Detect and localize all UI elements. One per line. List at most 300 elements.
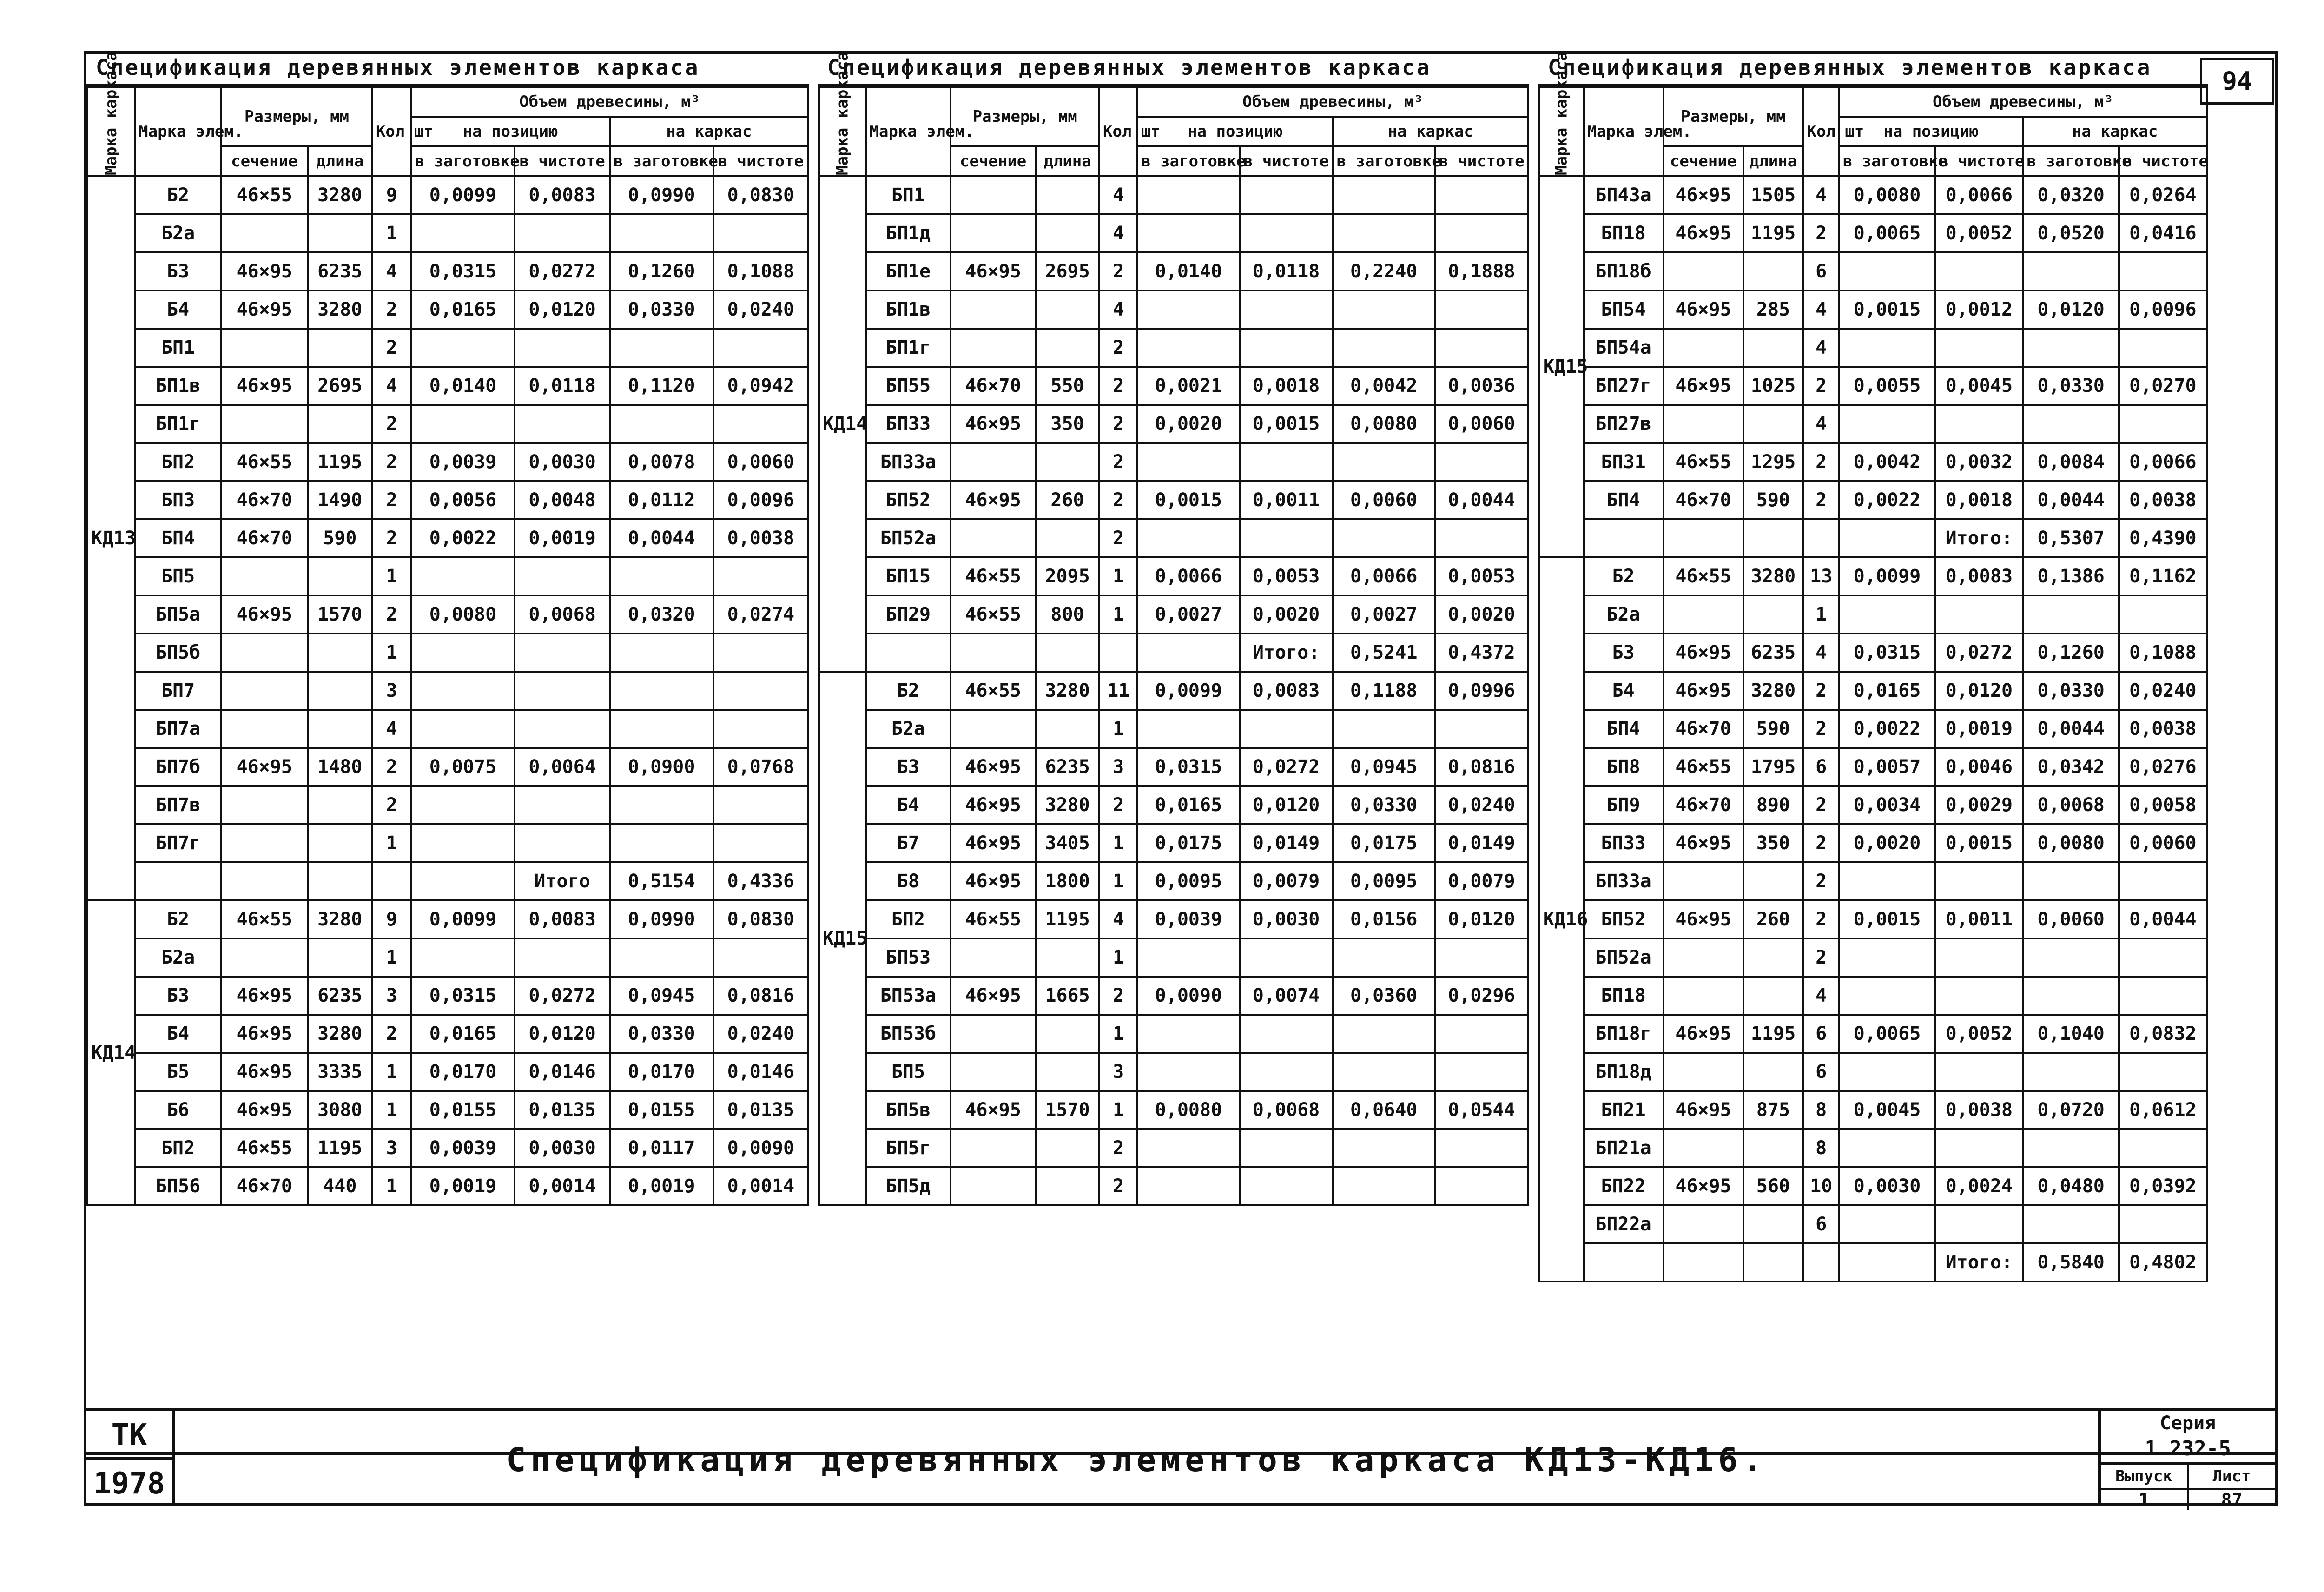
elem-mark: БП9 — [1584, 786, 1664, 824]
table-row — [819, 481, 1528, 519]
header-mark-carcass: Марка каркаса — [87, 87, 135, 176]
vol-car-blank — [1333, 291, 1435, 329]
length — [1036, 938, 1099, 977]
header-in-blank: в заготовке — [1137, 146, 1239, 176]
vol-car-clean: 0,0060 — [2119, 824, 2207, 862]
section — [951, 1053, 1036, 1091]
section — [1664, 1205, 1743, 1243]
table-row — [1539, 672, 2207, 710]
vol-car-blank: 0,0155 — [610, 1091, 713, 1129]
vol-pos-blank — [1839, 1205, 1935, 1243]
vol-car-clean: 0,0146 — [713, 1053, 808, 1091]
section — [951, 1129, 1036, 1167]
elem-mark: БП5в — [866, 1091, 951, 1129]
table-row — [1539, 1129, 2207, 1167]
vol-pos-blank — [1137, 1053, 1239, 1091]
qty: 1 — [1099, 938, 1137, 977]
length — [1743, 405, 1803, 443]
length: 3080 — [308, 1091, 372, 1129]
header-section: сечение — [1664, 146, 1743, 176]
vol-car-blank — [610, 214, 713, 252]
header-in-clean: в чистоте — [2119, 146, 2207, 176]
section: 46×95 — [1664, 1091, 1743, 1129]
header-volume: Объем древесины, м³ — [1839, 87, 2207, 117]
elem-mark: БП5г — [866, 1129, 951, 1167]
length: 590 — [308, 519, 372, 557]
vol-car-clean: 0,0240 — [713, 1015, 808, 1053]
length: 1505 — [1743, 176, 1803, 214]
vol-car-blank — [1333, 329, 1435, 367]
qty: 2 — [372, 1015, 411, 1053]
length: 2695 — [308, 367, 372, 405]
length — [1036, 519, 1099, 557]
qty: 2 — [1803, 710, 1839, 748]
vol-car-blank — [1333, 214, 1435, 252]
header-per-position: на позицию — [411, 117, 610, 146]
header-length: длина — [1743, 146, 1803, 176]
elem-mark: Б2а — [135, 938, 221, 977]
vol-pos-blank — [1137, 176, 1239, 214]
table-row — [87, 1091, 808, 1129]
vol-pos-blank — [411, 786, 515, 824]
carcass-mark: КД15 — [819, 672, 866, 1205]
table-row — [1539, 824, 2207, 862]
vol-car-blank: 0,0156 — [1333, 900, 1435, 938]
table-row — [819, 1015, 1528, 1053]
vol-car-clean — [713, 214, 808, 252]
length — [308, 634, 372, 672]
header-in-blank: в заготовке — [2023, 146, 2119, 176]
section: 46×55 — [221, 443, 308, 481]
vol-pos-clean: 0,0118 — [1240, 252, 1333, 291]
vol-car-blank: 0,0112 — [610, 481, 713, 519]
length — [1036, 710, 1099, 748]
length: 350 — [1743, 824, 1803, 862]
vol-car-blank: 0,0060 — [1333, 481, 1435, 519]
qty: 9 — [372, 900, 411, 938]
vol-car-clean — [713, 329, 808, 367]
vol-pos-clean — [1240, 1053, 1333, 1091]
section: 46×95 — [951, 862, 1036, 900]
header-section: сечение — [221, 146, 308, 176]
qty: 10 — [1803, 1167, 1839, 1205]
header-volume: Объем древесины, м³ — [411, 87, 808, 117]
vol-pos-blank: 0,0090 — [1137, 977, 1239, 1015]
header-qty: Кол шт — [1803, 87, 1839, 176]
length: 1195 — [1036, 900, 1099, 938]
vol-car-clean: 0,0036 — [1435, 367, 1528, 405]
vol-car-clean: 0,0830 — [713, 176, 808, 214]
vol-pos-clean — [1935, 405, 2023, 443]
vol-car-clean: 0,0096 — [2119, 291, 2207, 329]
vol-pos-blank — [1137, 938, 1239, 977]
qty: 4 — [1099, 176, 1137, 214]
section — [221, 329, 308, 367]
vol-car-clean — [713, 710, 808, 748]
vol-pos-clean: 0,0052 — [1935, 214, 2023, 252]
length: 1490 — [308, 481, 372, 519]
vol-pos-clean: 0,0018 — [1240, 367, 1333, 405]
vol-car-clean — [2119, 329, 2207, 367]
vol-pos-blank: 0,0315 — [1137, 748, 1239, 786]
vol-car-blank — [1333, 1129, 1435, 1167]
vol-pos-blank — [1839, 1053, 1935, 1091]
qty: 2 — [372, 519, 411, 557]
section: 46×95 — [951, 1091, 1036, 1129]
qty: 13 — [1803, 557, 1839, 595]
vol-car-clean: 0,0090 — [713, 1129, 808, 1167]
vol-car-blank — [1333, 710, 1435, 748]
vol-pos-blank: 0,0165 — [1839, 672, 1935, 710]
length — [1743, 252, 1803, 291]
vol-pos-blank: 0,0080 — [1137, 1091, 1239, 1129]
elem-mark: БП18 — [1584, 214, 1664, 252]
length — [308, 710, 372, 748]
elem-mark: Б2 — [135, 900, 221, 938]
qty: 2 — [1099, 519, 1137, 557]
vol-car-blank: 0,0080 — [1333, 405, 1435, 443]
qty: 6 — [1803, 1015, 1839, 1053]
vol-car-clean: 0,0830 — [713, 900, 808, 938]
vol-car-clean — [2119, 252, 2207, 291]
elem-mark: БП7 — [135, 672, 221, 710]
vol-pos-clean: 0,0120 — [1935, 672, 2023, 710]
vol-car-blank: 0,0342 — [2023, 748, 2119, 786]
vol-car-clean: 0,0060 — [1435, 405, 1528, 443]
length: 1480 — [308, 748, 372, 786]
vol-car-clean: 0,0240 — [713, 291, 808, 329]
table-row — [819, 443, 1528, 481]
vol-pos-clean — [515, 824, 609, 862]
section — [221, 938, 308, 977]
vol-car-blank: 0,1260 — [610, 252, 713, 291]
vol-car-clean: 0,0816 — [713, 977, 808, 1015]
vol-car-blank: 0,0117 — [610, 1129, 713, 1167]
vol-pos-blank: 0,0315 — [411, 977, 515, 1015]
section: 46×95 — [221, 1091, 308, 1129]
vol-car-blank — [610, 405, 713, 443]
vol-car-blank: 0,0330 — [2023, 367, 2119, 405]
vol-car-blank: 0,0330 — [610, 1015, 713, 1053]
length: 3280 — [1036, 672, 1099, 710]
vol-car-clean: 0,4802 — [2119, 1243, 2207, 1282]
elem-mark: БП5 — [135, 557, 221, 595]
header-mark-elem: Марка элем. — [1584, 87, 1664, 176]
sheet-value: 87 — [2221, 1490, 2243, 1510]
header-mark-elem: Марка элем. — [866, 87, 951, 176]
section — [1664, 1129, 1743, 1167]
section — [221, 405, 308, 443]
elem-mark: Б3 — [1584, 634, 1664, 672]
vol-car-blank — [2023, 252, 2119, 291]
vol-car-blank — [610, 557, 713, 595]
vol-pos-blank — [411, 824, 515, 862]
section: 46×55 — [951, 557, 1036, 595]
qty: 2 — [1803, 443, 1839, 481]
qty: 9 — [372, 176, 411, 214]
vol-pos-clean: 0,0120 — [515, 291, 609, 329]
vol-car-blank — [2023, 329, 2119, 367]
table-row — [1539, 481, 2207, 519]
elem-mark: БП21 — [1584, 1091, 1664, 1129]
vol-pos-clean — [515, 557, 609, 595]
table-row — [87, 1015, 808, 1053]
vol-car-blank: 0,0320 — [2023, 176, 2119, 214]
vol-pos-clean: 0,0032 — [1935, 443, 2023, 481]
vol-car-clean: 0,0058 — [2119, 786, 2207, 824]
elem-mark — [866, 634, 951, 672]
elem-mark: БП18б — [1584, 252, 1664, 291]
vol-car-blank: 0,0044 — [2023, 710, 2119, 748]
qty: 2 — [1803, 900, 1839, 938]
vol-car-clean: 0,0079 — [1435, 862, 1528, 900]
elem-mark: БП33а — [866, 443, 951, 481]
vol-pos-clean: 0,0272 — [515, 977, 609, 1015]
section — [221, 824, 308, 862]
qty: 4 — [1803, 634, 1839, 672]
qty: 1 — [372, 1053, 411, 1091]
length — [1743, 1129, 1803, 1167]
qty: 2 — [1803, 938, 1839, 977]
table-row — [819, 634, 1528, 672]
table-row — [87, 291, 808, 329]
vol-pos-clean — [1240, 1015, 1333, 1053]
table-row — [1539, 1243, 2207, 1282]
vol-pos-blank: 0,0080 — [1839, 176, 1935, 214]
vol-car-blank: 0,0945 — [1333, 748, 1435, 786]
vol-pos-blank — [1137, 519, 1239, 557]
section: 46×70 — [1664, 786, 1743, 824]
elem-mark: Б7 — [866, 824, 951, 862]
elem-mark: БП18д — [1584, 1053, 1664, 1091]
section — [221, 786, 308, 824]
vol-pos-blank: 0,0021 — [1137, 367, 1239, 405]
vol-car-blank — [610, 710, 713, 748]
length — [1743, 595, 1803, 634]
section: 46×55 — [1664, 748, 1743, 786]
vol-pos-clean: 0,0272 — [1935, 634, 2023, 672]
table-row — [1539, 329, 2207, 367]
tk-year: 1978 — [93, 1466, 165, 1501]
table-row — [1539, 367, 2207, 405]
vol-car-blank — [1333, 938, 1435, 977]
elem-mark: Б2а — [135, 214, 221, 252]
vol-pos-blank — [1839, 595, 1935, 634]
vol-car-blank — [610, 672, 713, 710]
header-in-blank: в заготовке — [1839, 146, 1935, 176]
table-row — [819, 786, 1528, 824]
vol-pos-clean: 0,0118 — [515, 367, 609, 405]
length: 1800 — [1036, 862, 1099, 900]
vol-car-clean: 0,1088 — [713, 252, 808, 291]
elem-mark: БП1д — [866, 214, 951, 252]
vol-pos-blank: 0,0057 — [1839, 748, 1935, 786]
elem-mark: Б3 — [135, 977, 221, 1015]
elem-mark: БП1е — [866, 252, 951, 291]
qty: 1 — [372, 938, 411, 977]
elem-mark: Б3 — [135, 252, 221, 291]
header-in-clean: в чистоте — [515, 146, 609, 176]
vol-pos-blank: 0,0140 — [411, 367, 515, 405]
vol-pos-clean: 0,0146 — [515, 1053, 609, 1091]
section: 46×95 — [1664, 900, 1743, 938]
vol-pos-blank: 0,0022 — [1839, 710, 1935, 748]
carcass-mark: КД13 — [87, 176, 135, 900]
section: 46×95 — [1664, 367, 1743, 405]
elem-mark: БП33 — [1584, 824, 1664, 862]
tk-label: ТК — [86, 1411, 172, 1460]
elem-mark: БП4 — [135, 519, 221, 557]
vol-car-blank: 0,0068 — [2023, 786, 2119, 824]
header-in-clean: в чистоте — [713, 146, 808, 176]
vol-car-clean: 0,0020 — [1435, 595, 1528, 634]
vol-pos-blank — [1839, 977, 1935, 1015]
elem-mark — [1584, 1243, 1664, 1282]
vol-car-blank: 0,1040 — [2023, 1015, 2119, 1053]
section: 46×95 — [951, 748, 1036, 786]
section: 46×70 — [221, 519, 308, 557]
section: 46×55 — [1664, 443, 1743, 481]
vol-car-clean — [1435, 214, 1528, 252]
table-row — [819, 1053, 1528, 1091]
vol-car-blank — [2023, 1053, 2119, 1091]
header-in-clean: в чистоте — [1240, 146, 1333, 176]
length: 800 — [1036, 595, 1099, 634]
vol-car-clean: 0,1162 — [2119, 557, 2207, 595]
elem-mark: БП4 — [1584, 481, 1664, 519]
length — [308, 214, 372, 252]
qty: 1 — [372, 824, 411, 862]
issue-value: 1 — [2101, 1490, 2189, 1510]
length — [1743, 938, 1803, 977]
qty: 8 — [1803, 1091, 1839, 1129]
header-mark-carcass: Марка каркаса — [819, 87, 866, 176]
vol-car-blank — [2023, 938, 2119, 977]
section: 46×95 — [1664, 634, 1743, 672]
vol-pos-blank — [1137, 710, 1239, 748]
vol-car-blank — [1333, 519, 1435, 557]
elem-mark: БП7в — [135, 786, 221, 824]
table-row — [819, 748, 1528, 786]
section: 46×70 — [221, 481, 308, 519]
section — [1664, 405, 1743, 443]
section: 46×55 — [221, 176, 308, 214]
vol-pos-clean: 0,0120 — [1240, 786, 1333, 824]
section: 46×95 — [951, 252, 1036, 291]
vol-pos-clean: 0,0011 — [1935, 900, 2023, 938]
elem-mark — [135, 862, 221, 900]
header-per-carcass: на каркас — [610, 117, 808, 146]
vol-car-clean: 0,0060 — [713, 443, 808, 481]
section — [951, 1015, 1036, 1053]
vol-car-clean: 0,0942 — [713, 367, 808, 405]
issue-label: Выпуск — [2101, 1465, 2189, 1488]
vol-car-clean: 0,0120 — [1435, 900, 1528, 938]
qty: 3 — [372, 672, 411, 710]
vol-pos-clean: 0,0038 — [1935, 1091, 2023, 1129]
vol-pos-clean — [1240, 1129, 1333, 1167]
qty: 11 — [1099, 672, 1137, 710]
qty: 4 — [1099, 291, 1137, 329]
vol-car-clean — [2119, 1053, 2207, 1091]
qty: 6 — [1803, 1053, 1839, 1091]
table-row — [1539, 519, 2207, 557]
qty: 3 — [372, 1129, 411, 1167]
table-row — [819, 1167, 1528, 1205]
vol-pos-clean: 0,0030 — [1240, 900, 1333, 938]
elem-mark: БП18 — [1584, 977, 1664, 1015]
section — [951, 634, 1036, 672]
length: 6235 — [1743, 634, 1803, 672]
section — [1664, 1243, 1743, 1282]
length: 2695 — [1036, 252, 1099, 291]
length — [1036, 1129, 1099, 1167]
vol-car-blank — [2023, 595, 2119, 634]
table-row — [1539, 557, 2207, 595]
length: 6235 — [308, 252, 372, 291]
header-section: сечение — [951, 146, 1036, 176]
section: 46×95 — [1664, 214, 1743, 252]
qty: 2 — [1099, 481, 1137, 519]
qty: 1 — [1099, 824, 1137, 862]
vol-car-blank — [1333, 1053, 1435, 1091]
table-row — [87, 672, 808, 710]
qty: 1 — [372, 1091, 411, 1129]
length: 3280 — [1743, 672, 1803, 710]
vol-pos-blank: 0,0055 — [1839, 367, 1935, 405]
vol-pos-blank: 0,0099 — [1839, 557, 1935, 595]
qty: 2 — [1099, 329, 1137, 367]
qty: 4 — [1803, 329, 1839, 367]
vol-pos-clean: Итого: — [1240, 634, 1333, 672]
elem-mark: БП5б — [135, 634, 221, 672]
table-row — [1539, 900, 2207, 938]
vol-car-blank — [610, 938, 713, 977]
vol-pos-blank — [411, 710, 515, 748]
drawing-title: Спецификация деревянных элементов каркаса КД13-КД16. — [506, 1441, 1767, 1479]
qty: 4 — [372, 252, 411, 291]
vol-car-clean: 0,0276 — [2119, 748, 2207, 786]
table-row — [819, 977, 1528, 1015]
section: 46×95 — [221, 291, 308, 329]
header-in-blank: в заготовке — [411, 146, 515, 176]
elem-mark: БП53 — [866, 938, 951, 977]
qty: 1 — [1099, 710, 1137, 748]
table-row — [819, 367, 1528, 405]
vol-pos-blank: 0,0099 — [411, 176, 515, 214]
vol-pos-blank — [1137, 1167, 1239, 1205]
vol-pos-clean: 0,0019 — [1935, 710, 2023, 748]
vol-pos-clean — [1240, 1167, 1333, 1205]
vol-pos-clean: 0,0064 — [515, 748, 609, 786]
table-row — [819, 862, 1528, 900]
length: 560 — [1743, 1167, 1803, 1205]
table-row — [87, 786, 808, 824]
vol-pos-blank: 0,0140 — [1137, 252, 1239, 291]
length — [1743, 329, 1803, 367]
elem-mark: БП7б — [135, 748, 221, 786]
vol-pos-clean: 0,0083 — [1240, 672, 1333, 710]
carcass-mark: КД14 — [819, 176, 866, 672]
vol-car-blank: 0,0060 — [2023, 900, 2119, 938]
elem-mark: БП21а — [1584, 1129, 1664, 1167]
header-per-position: на позицию — [1137, 117, 1333, 146]
elem-mark: Б2 — [135, 176, 221, 214]
table-row — [1539, 1091, 2207, 1129]
vol-car-clean: 0,1888 — [1435, 252, 1528, 291]
vol-car-blank — [1333, 1167, 1435, 1205]
length — [1743, 862, 1803, 900]
